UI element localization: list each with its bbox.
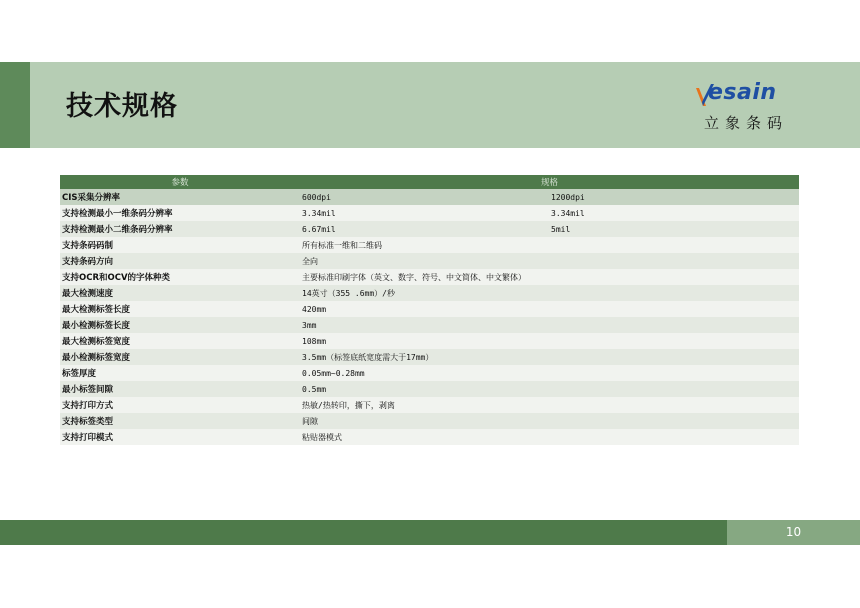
spec-value-cell: 间隙	[300, 413, 799, 429]
spec-value-cell: 0.5mm	[300, 381, 799, 397]
table-row	[60, 237, 799, 253]
param-cell: 支持打印模式	[60, 429, 300, 445]
header-accent-bar	[0, 62, 30, 148]
header-spec: 规格	[300, 175, 799, 189]
table-row	[60, 365, 799, 381]
logo-wordmark: esain	[708, 80, 777, 105]
spec-value-cell: 600dpi	[300, 189, 549, 205]
spec-value-cell: 0.05mm~0.28mm	[300, 365, 799, 381]
param-cell: 最大检测标签宽度	[60, 333, 300, 349]
param-cell: 支持标签类型	[60, 413, 300, 429]
table-row	[60, 253, 799, 269]
table-row	[60, 333, 799, 349]
spec-value-cell: 108mm	[300, 333, 799, 349]
param-cell: 最小标签间隙	[60, 381, 300, 397]
param-cell: 支持条码码制	[60, 237, 300, 253]
spec-value-cell-2: 1200dpi	[549, 189, 799, 205]
param-cell: 标签厚度	[60, 365, 300, 381]
spec-value-cell-2: 3.34mil	[549, 205, 799, 221]
spec-value-cell: 3mm	[300, 317, 799, 333]
table-row	[60, 381, 799, 397]
param-cell: 支持OCR和OCV的字体种类	[60, 269, 300, 285]
spec-value-cell: 所有标准一维和二维码	[300, 237, 799, 253]
spec-value-cell-2: 5mil	[549, 221, 799, 237]
spec-value-cell: 主要标准印刷字体（英文、数字、符号、中文简体、中文繁体）	[300, 269, 799, 285]
table-row	[60, 189, 799, 205]
spec-value-cell: 3.34mil	[300, 205, 549, 221]
param-cell: 最大检测速度	[60, 285, 300, 301]
table-row	[60, 317, 799, 333]
table-row	[60, 221, 799, 237]
page-number: 10	[727, 520, 860, 545]
table-row	[60, 285, 799, 301]
param-cell: 支持检测最小一维条码分辨率	[60, 205, 300, 221]
table-row	[60, 269, 799, 285]
table-header-row	[60, 175, 799, 189]
param-cell: 最小检测标签宽度	[60, 349, 300, 365]
param-cell: 支持检测最小二维条码分辨率	[60, 221, 300, 237]
page-title: 技术规格	[66, 91, 178, 122]
spec-value-cell: 全向	[300, 253, 799, 269]
company-logo	[694, 78, 794, 134]
spec-value-cell: 420mm	[300, 301, 799, 317]
table-row	[60, 397, 799, 413]
table-row	[60, 413, 799, 429]
logo-chinese-name: 立象条码	[704, 114, 789, 132]
param-cell: CIS采集分辨率	[60, 189, 300, 205]
table-row	[60, 429, 799, 445]
param-cell: 最大检测标签长度	[60, 301, 300, 317]
param-cell: 支持打印方式	[60, 397, 300, 413]
spec-value-cell: 粘贴器模式	[300, 429, 799, 445]
spec-value-cell: 14英寸（355 .6mm）/秒	[300, 285, 799, 301]
table-row	[60, 205, 799, 221]
table-row	[60, 349, 799, 365]
table-row	[60, 301, 799, 317]
param-cell: 最小检测标签长度	[60, 317, 300, 333]
param-cell: 支持条码方向	[60, 253, 300, 269]
spec-value-cell: 6.67mil	[300, 221, 549, 237]
spec-value-cell: 3.5mm（标签底纸宽度需大于17mm）	[300, 349, 799, 365]
spec-value-cell: 热敏/热转印，撕下，剥离	[300, 397, 799, 413]
spec-table	[60, 175, 799, 445]
header-param: 参数	[60, 175, 300, 189]
